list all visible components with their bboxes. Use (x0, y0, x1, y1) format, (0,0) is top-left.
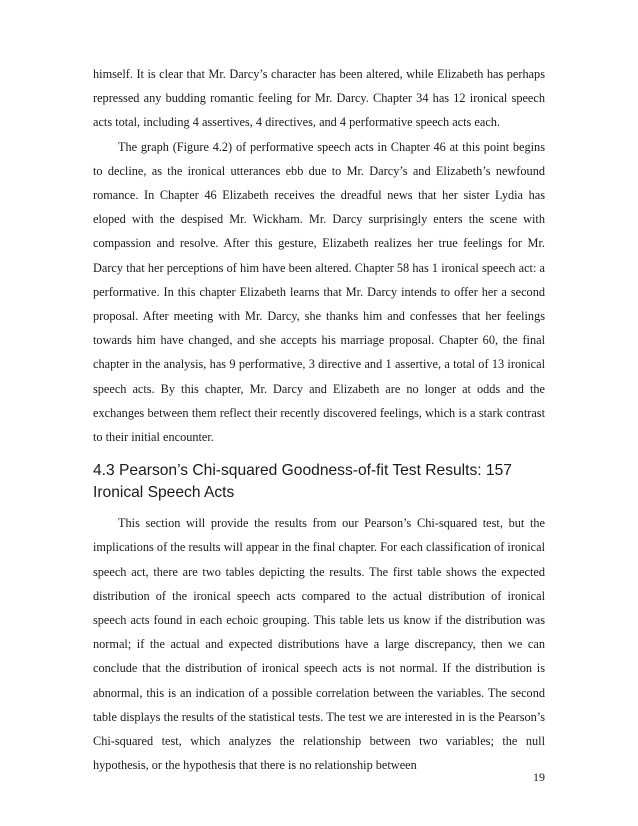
section-heading: 4.3 Pearson’s Chi-squared Goodness-of-fit Test Results: 157 Ironical Speech Acts (93, 462, 512, 502)
page-number: 19 (533, 770, 545, 784)
page-body (93, 62, 545, 777)
paragraph-figure-discussion: The graph (Figure 4.2) of performative speech acts in Chapter 46 at this point begins to decline, as the ironical utterances ebb due to Mr. Darcy’s and Elizabeth’s newfound romance. In Chapter 46 Elizabeth receives the dreadful news that her sister Lydia has eloped with the despised Mr. Wickham. Mr. Darcy surprisingly enters the scene with compassion and resolve. After this gesture, Elizabeth realizes her true feelings for Mr. Darcy that her perceptions of him have been altered. Chapter 58 has 1 ironical speech act: a performative. In this chapter Elizabeth learns that Mr. Darcy intends to offer her a second proposal. After meeting with Mr. Darcy, she thanks him and confesses that her feelings towards him have changed, and she accepts his marriage proposal. Chapter 60, the final chapter in the analysis, has 9 performative, 3 directive and 1 assertive, a total of 13 ironical speech acts. By this chapter, Mr. Darcy and Elizabeth are no longer at odds and the exchanges between them reflect their recently discovered feelings, which is a stark contrast to their initial encounter. (93, 139, 545, 445)
paragraph-section-intro: This section will provide the results from our Pearson’s Chi-squared test, but the implications of the results will appear in the final chapter. For each classification of ironical speech act, there are two tables depicting the results. The first table shows the expected distribution of the ironical speech acts compared to the actual distribution of ironical speech acts found in each echoic grouping. This table lets us know if the distribution was normal; if the actual and expected distributions have a large discrepancy, then we can conclude that the distribution of ironical speech acts is not normal. If the distribution is abnormal, this is an indication of a possible correlation between the variables. The second table displays the results of the statistical tests. The test we are interested in is the Pearson’s Chi-squared test, which analyzes the relationship between two variables; the null hypothesis, or the hypothesis that there is no relationship between (93, 516, 545, 773)
paragraph-continuation: himself. It is clear that Mr. Darcy’s character has been altered, while Elizabeth has perhaps repressed any budding romantic feeling for Mr. Darcy. Chapter 34 has 12 ironical speech acts total, including 4 assertives, 4 directives, and 4 performative speech acts each. (93, 67, 545, 130)
